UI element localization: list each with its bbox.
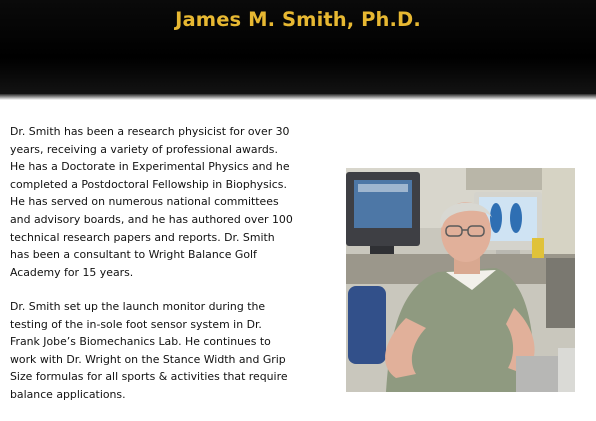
header-bar — [0, 0, 596, 96]
text-line: technical research papers and reports. Dr. Smith — [10, 230, 275, 244]
text-line: Dr. Smith has been a research physicist for over 30 — [10, 125, 290, 138]
text-line: Frank Jobe’s Biomechanics Lab. He continues to — [10, 335, 271, 349]
text-line: has been a consultant to Wright Balance Golf — [10, 248, 257, 262]
bio-paragraph-2 — [10, 298, 340, 404]
text-line: He has served on numerous national committees — [10, 195, 279, 209]
chair — [348, 286, 386, 364]
text-line: He has a Doctorate in Experimental Physics and he — [10, 160, 290, 174]
header-divider — [0, 94, 596, 100]
text-line: Size formulas for all sports & activities that require — [10, 370, 288, 384]
text-line: and advisory boards, and he has authored over 100 — [10, 212, 293, 226]
portrait-photo — [346, 168, 575, 392]
text-line: work with Dr. Wright on the Stance Width and Grip — [10, 352, 286, 366]
text-line: completed a Postdoctoral Fellowship in Biophysics. — [10, 177, 287, 191]
text-line: Academy for 15 years. — [10, 265, 134, 279]
text-line: years, receiving a variety of professional awards. — [10, 142, 278, 156]
text-line: testing of the in-sole foot sensor system in Dr. — [10, 317, 262, 331]
text-line: Dr. Smith set up the launch monitor during the — [10, 300, 266, 313]
bio-paragraph-1 — [10, 123, 340, 281]
text-line: balance applications. — [10, 387, 126, 401]
page-title: James M. Smith, Ph.D. — [175, 8, 421, 31]
